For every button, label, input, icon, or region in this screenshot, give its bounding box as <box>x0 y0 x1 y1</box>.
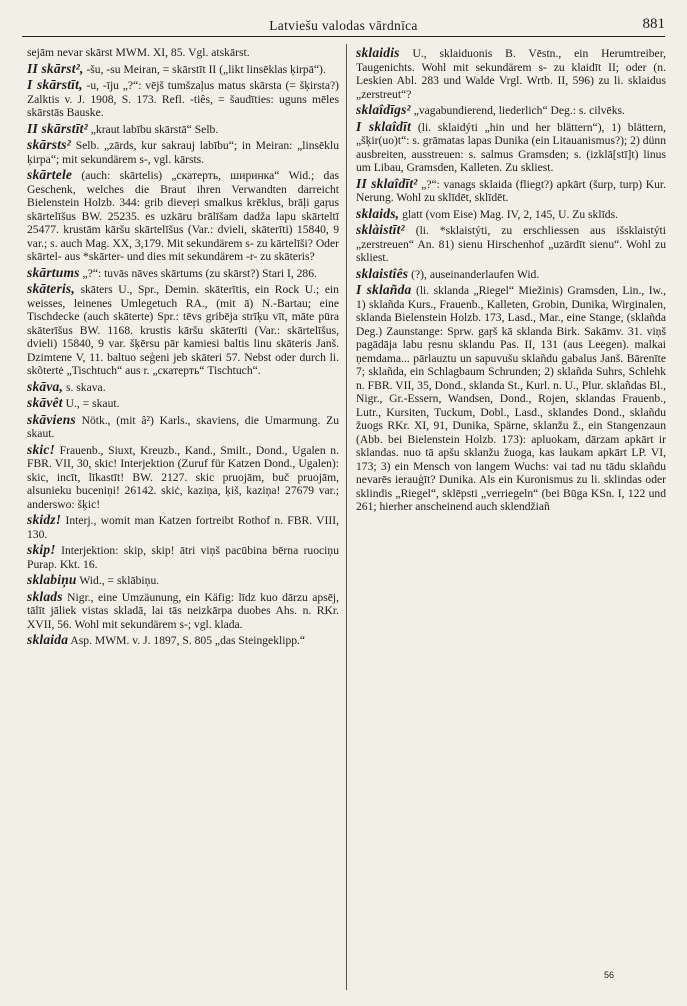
entry-definition: glatt (vom Eise) Mag. IV, 2, 145, U. Zu sklīds. <box>402 207 619 221</box>
entry-definition: „?“: tuvās nāves skārtums (zu skārst?) Stari I, 286. <box>82 266 317 280</box>
entry-headword: sklads <box>27 588 63 604</box>
entry-headword: sklaistîês <box>356 265 409 281</box>
entry-headword: skidz! <box>27 512 62 527</box>
entry-headword: sklabiņu <box>27 572 77 587</box>
entry-definition: Asp. MWM. v. J. 1897, S. 805 „das Steingeklipp.“ <box>70 634 306 647</box>
dictionary-entry <box>356 177 666 205</box>
entry-definition: U., = skaut. <box>65 397 120 410</box>
entry-headword: skārtums <box>27 264 80 280</box>
entry-definition: „vagabundierend, liederlich“ Deg.: s. cilvēks. <box>413 104 625 117</box>
entry-headword: skārtele <box>27 167 73 182</box>
dictionary-entry <box>27 590 339 632</box>
entry-definition: „kraut labību skārstā“ Selb. <box>90 122 219 136</box>
entry-headword: sklaîdīgs² <box>356 102 411 117</box>
column-divider <box>346 44 347 990</box>
entry-definition: sejām nevar skārst MWM. XI, 85. Vgl. atskārst. <box>27 46 250 59</box>
dictionary-entry <box>356 46 666 101</box>
dictionary-entry <box>356 223 666 265</box>
page-header <box>22 6 665 37</box>
dictionary-entry <box>27 282 339 378</box>
dictionary-entry <box>27 78 339 120</box>
right-column <box>356 46 666 516</box>
entry-headword: skip! <box>27 542 56 557</box>
dictionary-entry <box>27 413 339 441</box>
entry-headword: skāviens <box>27 411 76 427</box>
entry-definition: -u, -īju „?“: vējš tumšzaļus matus skārsta (= šķirsta?) Zalktis v. J. 1908, S. 173. Refl. -tiês, = šaudīties: uguns mēles skārstās Bauske. <box>27 79 339 119</box>
entry-headword: I sklaîdīt <box>356 118 412 134</box>
entry-definition: s. skava. <box>65 380 106 394</box>
entry-headword: skāvêt <box>27 395 63 410</box>
entry-headword: sklàistīt² <box>356 222 405 237</box>
entry-definition: U., sklaiduonis B. Vēstn., ein Herumtreiber, Taugenichts. Wohl mit sekundärem s- zu klaidīt II; oder (n. Leskien Abl. 283 und Walde Vrgl. Wrtb. II, 596) zu li. sklaidus „zerstreut“? <box>356 47 666 101</box>
entry-headword: skārsts² <box>27 137 71 152</box>
entry-definition: Selb. „zārds, kur sakrauj labību“; in Meiran: „linsēklu ķirpa“; mit sekundärem s-, vgl. kārsts. <box>27 139 339 166</box>
entry-definition: (li. *sklaistýti, zu erschliessen aus išsklaistýti „zerstreuen“ An. 81) sienu Hirschenhof „uzārdīt sienu“. Wohl zu skliest. <box>356 224 666 264</box>
entry-definition: (?), auseinanderlaufen Wid. <box>411 267 540 281</box>
dictionary-entry <box>27 266 339 281</box>
entry-definition: Nötk., (mit â²) Karls., skaviens, die Umarmung. Zu skaut. <box>27 413 339 440</box>
entry-headword: II sklaîdīt² <box>356 175 418 191</box>
dictionary-entry <box>27 543 339 571</box>
entry-headword: skāva, <box>27 378 64 394</box>
dictionary-entry <box>356 283 666 514</box>
dictionary-entry <box>27 46 339 60</box>
entry-headword: skic! <box>27 441 55 457</box>
left-column <box>27 46 339 650</box>
entry-headword: II skārst², <box>27 60 84 76</box>
dictionary-entry <box>27 62 339 77</box>
dictionary-entry <box>27 443 339 512</box>
dictionary-entry <box>27 573 339 588</box>
dictionary-entry <box>356 207 666 222</box>
dictionary-entry <box>27 380 339 395</box>
entry-definition: Interj., womit man Katzen fortreibt Rothof n. FBR. VIII, 130. <box>27 514 339 541</box>
entry-definition: skāters U., Spr., Demin. skāterītis, ein Rock U.; ein weisses, leinenes Umlegetuch RA., (mit ā) N.-Bartau; eine Tischdecke (auch skāterte) Spr.: tēvs gribēja strīķu vīt, māte pūra skāterīšus BW. 1168. krustis kāršu skāterīti (Var.: skārtelīšus, dvieli) 15840, 9 var. šķērsu pār kamiesi baltis linu skāteris Janš. Dzimtene V, 11. baltuo seģeni jeb skāteri 57. Nebst oder durch li. skõtertė „Tischtuch“ aus r. „скатерть“ Tischtuch“. <box>27 283 339 377</box>
running-title: Latviešu valodas vārdnīca <box>269 18 418 33</box>
dictionary-entry <box>27 513 339 541</box>
entry-definition: „?“: vanags sklaida (fliegt?) apkārt (šurp, turp) Kur. Nerung. Wohl zu sklīdēt, sklīdēt. <box>356 177 667 204</box>
dictionary-entry <box>27 138 339 166</box>
entry-definition: Interjektion: skip, skip! ātri viņš pacūbina bērna ruociņu Purap. Kkt. 16. <box>27 544 339 571</box>
entry-headword: skāteris, <box>27 281 75 296</box>
entry-headword: sklaidis <box>356 45 400 60</box>
entry-headword: sklaids, <box>356 205 400 221</box>
entry-definition: Nigr., eine Umzäunung, ein Käfig: līdz kuo dārzu apsēj, tālīt jāliek vistas skladā, lai tās neizkārpa duobes Ahs. n. RKr. XVII, 56. Wohl mit sekundärem s-; vgl. klada. <box>27 590 339 631</box>
page-number: 881 <box>642 16 665 32</box>
entry-definition: (li. sklanda „Riegel“ Miežinis) Gramsden, Lin., Iw., 1) sklañda Kurs., Frauenb., Kalleten, Grobin, Dunika, Wirginalen, sklanda Bielenstein Holzb. 173, Lasd., Mar., eine Stange, (sklañda Deg.) Zaunstange: Sprw. gaŗš kā sklanda Birk. Sakāmv. 31. viņš pagādāja labu ŗesnu sklandu Pas. II, 131 (aus Leegen). malkai ņemdama... pārlauztu un sapuvušu sklañdu gabalus Janš. Bārenīte 7; sklañda, ein Schlagbaum Schrunden; 2) sklañda Suhrs, Schlehk n. FBR. VII, 35, Dond., sklanda St., Kurl. n. U., Plur. sklañdas Bl., Nigr., Gr.-Essern, Wandsen, Dond., Rojen, sklandas Frauenb., Lutr., Kursiten, Tuckum, Dobl., Lasd., sklandes Dond., sklañdu žuogs RKr. XI, 91, Dunika, Spärne, sklanžu ž., ein Stangenzaun (Abb. bei Bielenstein Holzb. 173): apluokam, dārzam apkārt ir sklandas. nuo tā apšu sklanžu žuoga, kas laukam apkārt LP. VI, 173; 3) ein Mensch von langem Wuchs: vai tad nu tādu sklañdu nevarēs ierauģīt? Dunika. Als ein Kuronismus zu li. sklindas oder sklindis „Riegel“, sklēpsti „verriegeln“ (bei Būga KSn. I, 122 und 261; hierher anscheinend auch sklendžiañ <box>356 284 666 513</box>
dictionary-entry <box>27 633 339 648</box>
dictionary-entry <box>356 267 666 282</box>
entry-definition: Wid., = sklābiņu. <box>79 574 160 587</box>
signature-mark: 56 <box>604 970 615 980</box>
dictionary-entry <box>27 168 339 264</box>
dictionary-entry <box>356 120 666 175</box>
entry-headword: II skārstīt² <box>27 120 88 136</box>
dictionary-entry <box>356 103 666 118</box>
entry-definition: -šu, -su Meiran, = skārstīt II („likt linsēklas ķirpā“). <box>86 62 326 76</box>
entry-headword: sklaida <box>27 632 69 647</box>
entry-definition: (auch: skārtelis) „скатерть, ширинка“ Wid.; das Geschenk, welches die Braut ihren Verwandten darreicht Bielenstein Holzb. 344: grib dieveŗi smalkus krēklus, brāļi gaŗus skārtelīšus BW. 25235. es uzkāru brālīšam dadža lapu skārteltī 25477. krustām kāršu skārtelīšus (Var.: dvieli, skāterīti) 15840, 9 var.; s. auch Mag. XX, 3,179. Mit sekundärem s- zu kārtelīši? Oder skārtel- aus *skārter- und dies mit sekundärem -r- zu skāteris? <box>27 169 339 263</box>
entry-definition: Frauenb., Siuxt, Kreuzb., Kand., Smilt., Dond., Ugalen n. FBR. VII, 30, skic! Interjektion (Zuruf für Katzen Dond., Ugalen): skic, incīt, līkastīt! BW. 2127. skic pruojām, buč pruojām, alsunieku buceniņi! 26142. skiċ, kaziņa, ķiš, kaziņa! 27679 var.; anderswo: šķic! <box>27 443 339 511</box>
dictionary-entry <box>27 396 339 411</box>
entry-headword: I skārstīt, <box>27 77 83 92</box>
dictionary-entry <box>27 122 339 137</box>
entry-headword: I sklañda <box>356 282 412 297</box>
entry-definition: (li. sklaidýti „hin und her blättern“), 1) blättern, „šķir(uo)t“: s. grāmatas lapas Dunika (ein Litauanismus?); 2) dünn ausbreiten, ausstreuen: s. salmus Gramsden; s. (izklā[stī]t) linus um Libau, Gramsden, Kalleten. Zu skliest. <box>356 120 667 174</box>
